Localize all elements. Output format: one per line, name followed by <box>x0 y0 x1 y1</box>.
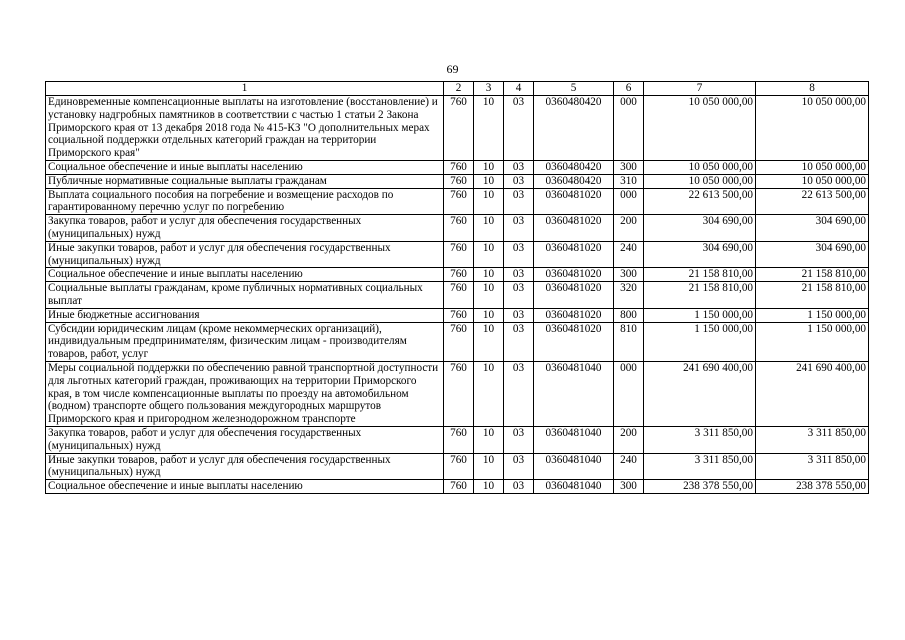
subsection-code: 03 <box>504 426 534 453</box>
table-row <box>46 174 869 188</box>
target-article-code: 0360480420 <box>534 160 614 174</box>
target-article-code: 0360481040 <box>534 480 614 494</box>
section-code: 10 <box>474 361 504 426</box>
table-row <box>46 322 869 361</box>
amount-year-1: 304 690,00 <box>644 215 756 242</box>
table-row <box>46 282 869 309</box>
amount-year-1: 304 690,00 <box>644 241 756 268</box>
target-article-code: 0360481020 <box>534 241 614 268</box>
expense-type-code: 310 <box>614 174 644 188</box>
admin-code: 760 <box>444 215 474 242</box>
amount-year-1: 1 150 000,00 <box>644 322 756 361</box>
admin-code: 760 <box>444 188 474 215</box>
expense-type-code: 240 <box>614 453 644 480</box>
row-name: Меры социальной поддержки по обеспечению равной транспортной доступности для льготных категорий граждан, проживающих на территории Приморского края, в том числе компенсационные выплаты по проезду на автомобильном (водном) транспорте общего пользования междугородных маршрутов Приморского края и пригородном железнодорожном транспорте <box>46 361 444 426</box>
amount-year-1: 21 158 810,00 <box>644 282 756 309</box>
subsection-code: 03 <box>504 174 534 188</box>
target-article-code: 0360481020 <box>534 188 614 215</box>
amount-year-1: 10 050 000,00 <box>644 174 756 188</box>
expense-type-code: 240 <box>614 241 644 268</box>
row-name: Закупка товаров, работ и услуг для обеспечения государственных (муниципальных) нужд <box>46 215 444 242</box>
amount-year-2: 304 690,00 <box>756 241 869 268</box>
admin-code: 760 <box>444 96 474 161</box>
expense-type-code: 300 <box>614 160 644 174</box>
section-code: 10 <box>474 96 504 161</box>
subsection-code: 03 <box>504 453 534 480</box>
section-code: 10 <box>474 480 504 494</box>
admin-code: 760 <box>444 453 474 480</box>
admin-code: 760 <box>444 241 474 268</box>
amount-year-2: 10 050 000,00 <box>756 160 869 174</box>
expense-type-code: 300 <box>614 268 644 282</box>
expense-type-code: 000 <box>614 188 644 215</box>
expense-type-code: 000 <box>614 361 644 426</box>
amount-year-1: 22 613 500,00 <box>644 188 756 215</box>
subsection-code: 03 <box>504 322 534 361</box>
admin-code: 760 <box>444 174 474 188</box>
expense-type-code: 800 <box>614 308 644 322</box>
admin-code: 760 <box>444 308 474 322</box>
budget-table <box>45 81 869 494</box>
table-row <box>46 308 869 322</box>
row-name: Социальное обеспечение и иные выплаты населению <box>46 268 444 282</box>
amount-year-2: 1 150 000,00 <box>756 322 869 361</box>
section-code: 10 <box>474 174 504 188</box>
table-row <box>46 480 869 494</box>
row-name: Иные закупки товаров, работ и услуг для обеспечения государственных (муниципальных) нужд <box>46 453 444 480</box>
amount-year-2: 238 378 550,00 <box>756 480 869 494</box>
subsection-code: 03 <box>504 282 534 309</box>
column-header: 7 <box>644 82 756 96</box>
subsection-code: 03 <box>504 96 534 161</box>
section-code: 10 <box>474 453 504 480</box>
amount-year-2: 3 311 850,00 <box>756 426 869 453</box>
table-body <box>46 96 869 494</box>
row-name: Выплата социального пособия на погребение и возмещение расходов по гарантированному перечню услуг по погребению <box>46 188 444 215</box>
row-name: Иные бюджетные ассигнования <box>46 308 444 322</box>
row-name: Единовременные компенсационные выплаты на изготовление (восстановление) и установку надгробных памятников в соответствии с частью 1 статьи 2 Закона Приморского края от 13 декабря 2018 года № 415-КЗ "О дополнительных мерах социальной поддержки отдельных категорий граждан на территории Приморского края" <box>46 96 444 161</box>
admin-code: 760 <box>444 361 474 426</box>
amount-year-1: 3 311 850,00 <box>644 426 756 453</box>
amount-year-2: 10 050 000,00 <box>756 174 869 188</box>
section-code: 10 <box>474 322 504 361</box>
subsection-code: 03 <box>504 241 534 268</box>
amount-year-1: 10 050 000,00 <box>644 96 756 161</box>
row-name: Закупка товаров, работ и услуг для обеспечения государственных (муниципальных) нужд <box>46 426 444 453</box>
section-code: 10 <box>474 308 504 322</box>
row-name: Социальное обеспечение и иные выплаты населению <box>46 480 444 494</box>
section-code: 10 <box>474 282 504 309</box>
subsection-code: 03 <box>504 361 534 426</box>
table-row <box>46 241 869 268</box>
subsection-code: 03 <box>504 268 534 282</box>
expense-type-code: 200 <box>614 426 644 453</box>
table-row <box>46 160 869 174</box>
amount-year-2: 304 690,00 <box>756 215 869 242</box>
amount-year-1: 10 050 000,00 <box>644 160 756 174</box>
amount-year-2: 241 690 400,00 <box>756 361 869 426</box>
admin-code: 760 <box>444 268 474 282</box>
target-article-code: 0360481020 <box>534 215 614 242</box>
section-code: 10 <box>474 215 504 242</box>
table-row <box>46 426 869 453</box>
subsection-code: 03 <box>504 160 534 174</box>
table-row <box>46 453 869 480</box>
row-name: Иные закупки товаров, работ и услуг для обеспечения государственных (муниципальных) нужд <box>46 241 444 268</box>
amount-year-2: 22 613 500,00 <box>756 188 869 215</box>
row-name: Субсидии юридическим лицам (кроме некоммерческих организаций), индивидуальным предпринимателям, физическим лицам - производителям товаров, работ, услуг <box>46 322 444 361</box>
amount-year-1: 238 378 550,00 <box>644 480 756 494</box>
subsection-code: 03 <box>504 308 534 322</box>
row-name: Социальное обеспечение и иные выплаты населению <box>46 160 444 174</box>
amount-year-2: 3 311 850,00 <box>756 453 869 480</box>
amount-year-1: 1 150 000,00 <box>644 308 756 322</box>
admin-code: 760 <box>444 160 474 174</box>
amount-year-2: 1 150 000,00 <box>756 308 869 322</box>
amount-year-1: 241 690 400,00 <box>644 361 756 426</box>
target-article-code: 0360480420 <box>534 96 614 161</box>
column-header: 2 <box>444 82 474 96</box>
table-row <box>46 96 869 161</box>
amount-year-1: 3 311 850,00 <box>644 453 756 480</box>
expense-type-code: 000 <box>614 96 644 161</box>
row-name: Публичные нормативные социальные выплаты гражданам <box>46 174 444 188</box>
section-code: 10 <box>474 188 504 215</box>
target-article-code: 0360481020 <box>534 308 614 322</box>
admin-code: 760 <box>444 426 474 453</box>
column-header: 8 <box>756 82 869 96</box>
target-article-code: 0360481040 <box>534 361 614 426</box>
column-header: 1 <box>46 82 444 96</box>
target-article-code: 0360481020 <box>534 282 614 309</box>
section-code: 10 <box>474 268 504 282</box>
amount-year-2: 10 050 000,00 <box>756 96 869 161</box>
section-code: 10 <box>474 426 504 453</box>
target-article-code: 0360481020 <box>534 322 614 361</box>
table-header-row <box>46 82 869 96</box>
target-article-code: 0360481040 <box>534 453 614 480</box>
admin-code: 760 <box>444 480 474 494</box>
amount-year-2: 21 158 810,00 <box>756 282 869 309</box>
page-number: 69 <box>446 62 459 76</box>
target-article-code: 0360480420 <box>534 174 614 188</box>
table-row <box>46 268 869 282</box>
target-article-code: 0360481040 <box>534 426 614 453</box>
subsection-code: 03 <box>504 480 534 494</box>
admin-code: 760 <box>444 282 474 309</box>
amount-year-1: 21 158 810,00 <box>644 268 756 282</box>
column-header: 3 <box>474 82 504 96</box>
subsection-code: 03 <box>504 188 534 215</box>
amount-year-2: 21 158 810,00 <box>756 268 869 282</box>
section-code: 10 <box>474 241 504 268</box>
table-row <box>46 361 869 426</box>
expense-type-code: 200 <box>614 215 644 242</box>
row-name: Социальные выплаты гражданам, кроме публичных нормативных социальных выплат <box>46 282 444 309</box>
table-row <box>46 188 869 215</box>
expense-type-code: 810 <box>614 322 644 361</box>
expense-type-code: 300 <box>614 480 644 494</box>
section-code: 10 <box>474 160 504 174</box>
column-header: 4 <box>504 82 534 96</box>
subsection-code: 03 <box>504 215 534 242</box>
column-header: 5 <box>534 82 614 96</box>
expense-type-code: 320 <box>614 282 644 309</box>
table-row <box>46 215 869 242</box>
admin-code: 760 <box>444 322 474 361</box>
target-article-code: 0360481020 <box>534 268 614 282</box>
column-header: 6 <box>614 82 644 96</box>
